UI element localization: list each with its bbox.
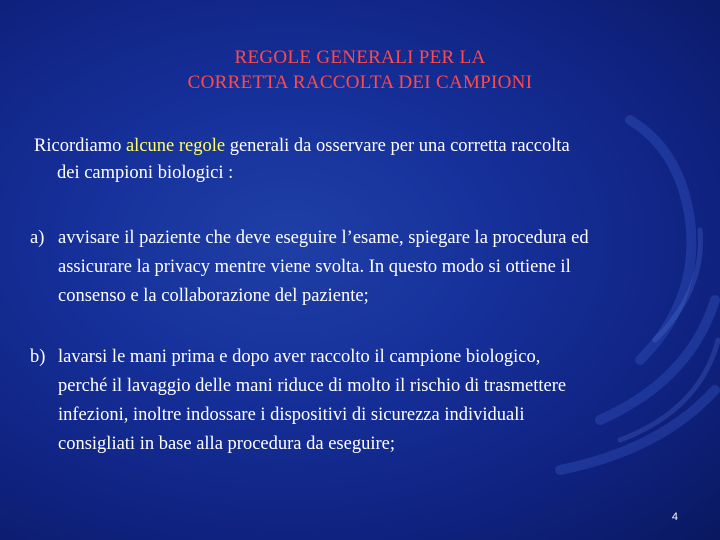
list-marker-a: a) (30, 228, 45, 248)
intro-highlight: alcune regole (125, 136, 226, 156)
intro-text-middle: generali da osservare per una corretta raccolta (225, 136, 570, 156)
list-item-b-line-2: perché il lavaggio delle mani riduce di molto il rischio di trasmettere (58, 376, 567, 396)
list-item-b-line-4: consigliati in base alla procedura da eseguire; (58, 434, 395, 454)
list-item-b-line-1: lavarsi le mani prima e dopo aver raccolto il campione biologico, (58, 347, 541, 367)
slide-title-line-1: REGOLE GENERALI PER LA (234, 47, 486, 68)
intro-text-end: dei campioni biologici : (57, 163, 234, 183)
slide-title-line-2: CORRETTA RACCOLTA DEI CAMPIONI (187, 72, 533, 93)
list-item-a-line-3: consenso e la collaborazione del paziente; (58, 286, 369, 306)
intro-text-start: Ricordiamo (34, 136, 126, 156)
slide-title (0, 45, 720, 95)
page-number: 4 (671, 511, 678, 523)
list-item-a-line-1: avvisare il paziente che deve eseguire l’esame, spiegare la procedura ed (58, 228, 589, 248)
list-item-a-line-2: assicurare la privacy mentre viene svolta. In questo modo si ottiene il (58, 257, 571, 277)
list-item-b (30, 343, 698, 459)
list-item-b-line-3: infezioni, inoltre indossare i dispositivi di sicurezza individuali (58, 405, 525, 425)
list-marker-b: b) (30, 347, 46, 367)
intro-paragraph (34, 133, 694, 187)
list-item-a (30, 224, 698, 311)
